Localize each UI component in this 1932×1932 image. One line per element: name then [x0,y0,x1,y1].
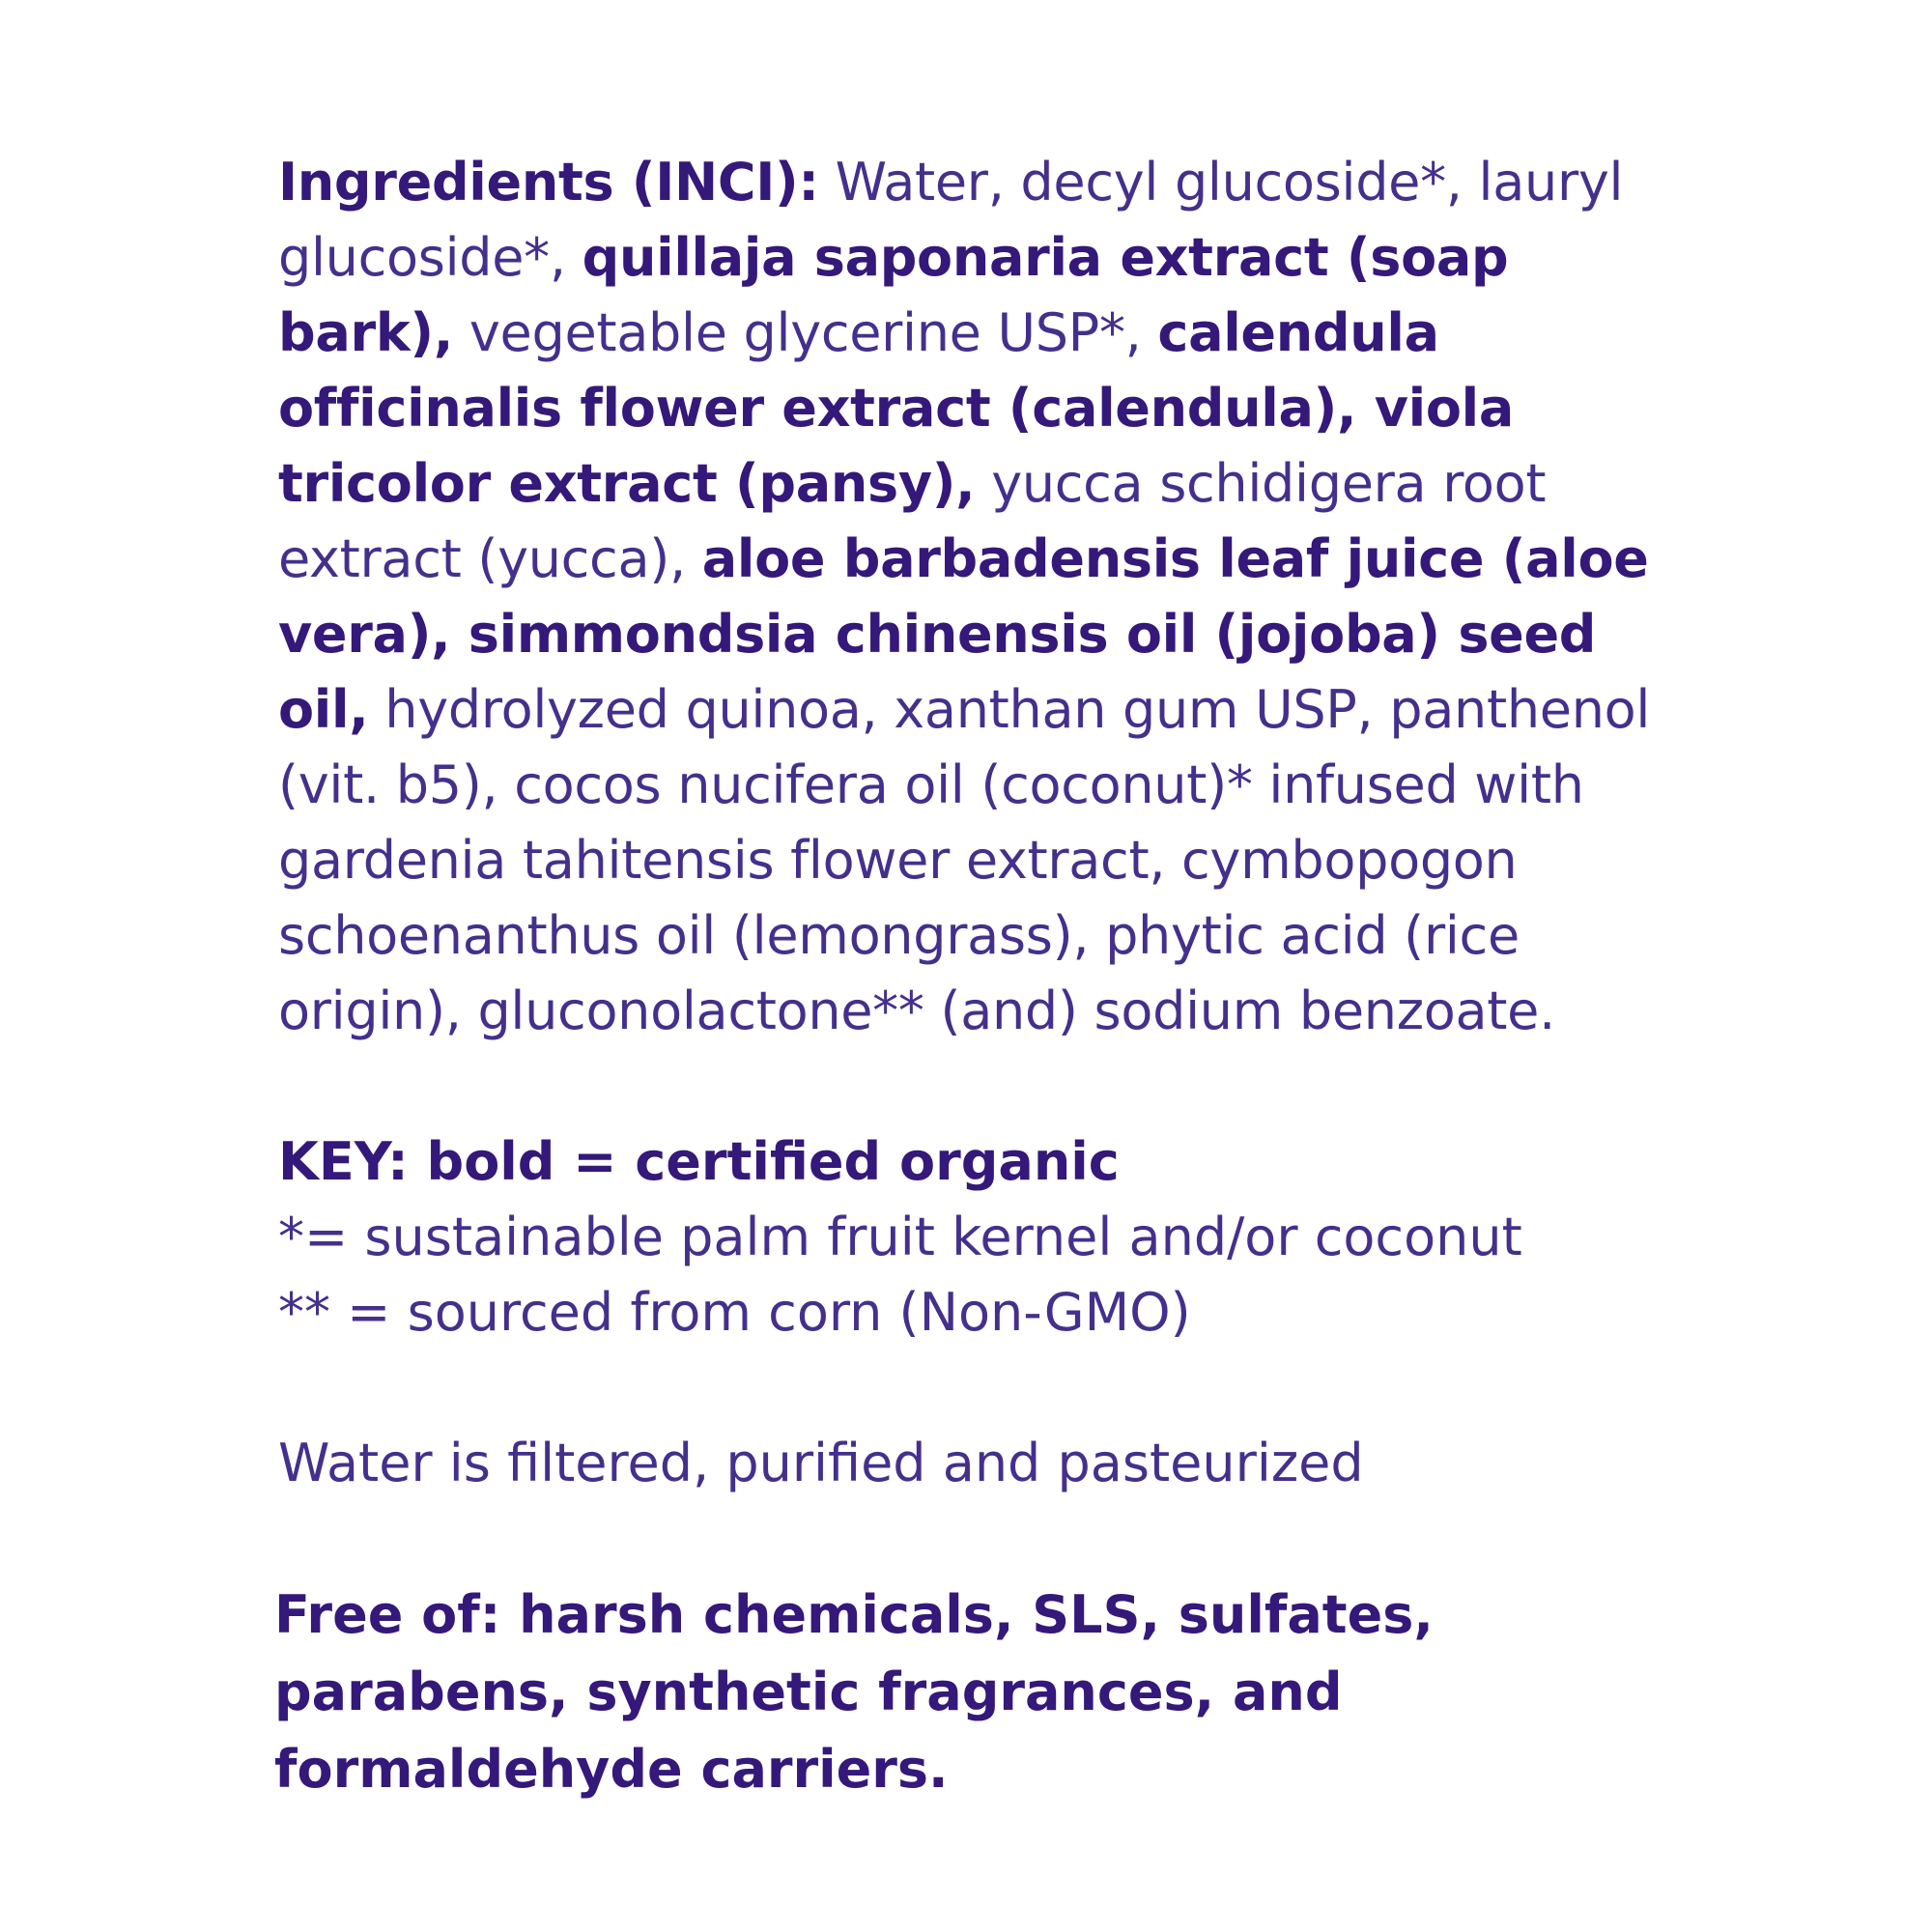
key-legend [278,1124,1669,1350]
key-title [278,1124,1669,1200]
key-corn-note: ** = sourced from corn (Non-GMO) [278,1282,1191,1343]
ingredient-segment: Water, decyl glucoside*, lauryl glucoside*, [278,152,1624,288]
ingredients-list [278,145,1669,1049]
ingredient-segment-organic: quillaja saponaria extract (soap bark), [278,227,1509,363]
water-note: Water is filtered, purified and pasteurized [278,1433,1364,1493]
free-of-statement: Free of: harsh chemicals, SLS, sulfates, parabens, synthetic fragrances, and formaldehyde carriers. [274,1584,1434,1800]
ingredient-segment: vegetable glycerine USP*, [453,302,1158,363]
ingredient-segment-organic: calendula officinalis flower extract (calendula), viola tricolor extract (pansy), [278,302,1514,514]
key-title-text: KEY: bold = certified organic [278,1131,1120,1192]
ingredient-segment: hydrolyzed quinoa, xanthan gum USP, panthenol (vit. b5), cocos nucifera oil (coconut)* infused with gardenia tahitensis flower extract, cymbopogon schoenanthus oil (lemongrass), phytic acid (rice origin), gluconolactone** (and) sodium benzoate. [278,679,1651,1041]
ingredients-panel [274,145,1669,1861]
ingredient-segment-organic: aloe barbadensis leaf juice (aloe vera), simmondsia chinensis oil (jojoba) seed oil, [278,528,1649,740]
ingredients-label: Ingredients (INCI): [278,152,819,213]
key-palm-note: *= sustainable palm fruit kernel and/or coconut [278,1207,1522,1267]
ingredient-segment: yucca schidigera root extract (yucca), [278,453,1547,589]
